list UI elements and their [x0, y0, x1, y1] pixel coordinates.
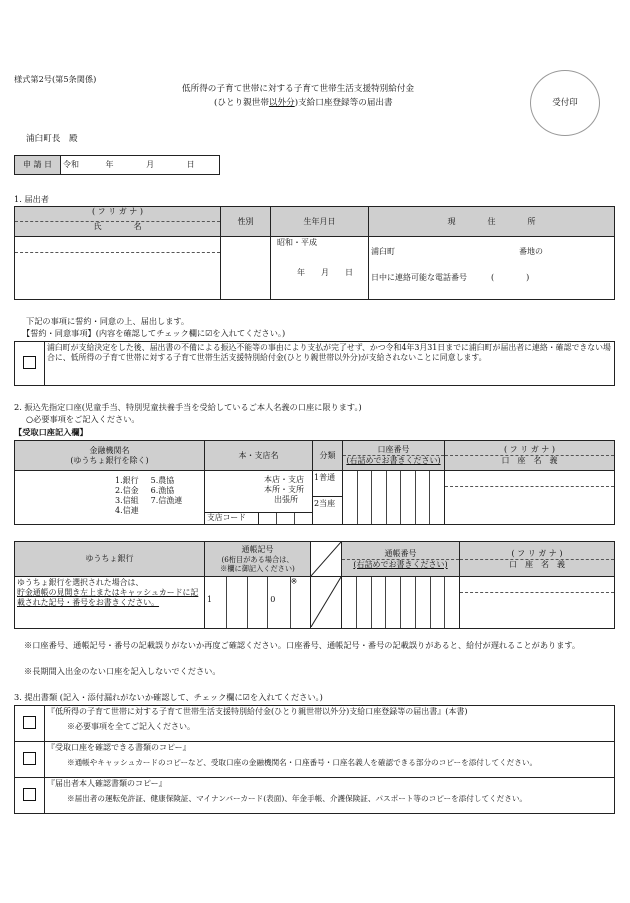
tsucho-kigo-label: 通帳記号 [241, 545, 274, 555]
acct-no-header [343, 441, 445, 471]
doc1-title: 『低所得の子育て世帯に対する子育て世帯生活支援特別給付金(ひとり親世帯以外分)支給口座登録等の届出書』(本書) [47, 707, 468, 716]
tsucho-kigo-input[interactable] [205, 577, 311, 629]
branch-type-2: 本所・支所 [264, 485, 304, 494]
doc1-cell [45, 706, 615, 742]
application-date-table [14, 155, 220, 175]
yucho-holder-furigana-header: ( フ リ ガ ナ ) [511, 548, 563, 558]
bank-name-header-1: 金融機関名 [89, 445, 130, 455]
section3-heading: 3. 提出書類 (記入・添付漏れがないか確認して、チェック欄に☑を入れてください。) [14, 692, 323, 702]
name-input[interactable] [15, 237, 221, 300]
doc3-checkbox[interactable] [23, 788, 36, 801]
title-pre: (ひとり親世帯 [214, 98, 269, 108]
form-title-line1: 低所得の子育て世帯に対する子育て世帯生活支援特別給付金 [182, 84, 415, 94]
doc3-cell [45, 778, 615, 814]
bank-account-table [14, 440, 615, 525]
section1-heading: 1. 届出者 [14, 194, 49, 204]
furigana-header: ( フ リ ガ ナ ) [92, 207, 143, 216]
acct-no-boxes[interactable] [343, 471, 444, 524]
bank-type-5: 5.農協 [150, 476, 175, 485]
acct-type-input[interactable] [313, 471, 343, 525]
name-label: 氏 名 [15, 221, 220, 236]
section2-heading: 2. 振込先指定口座(児童手当、特別児童扶養手当を受給しているご本人名義の口座に限ります。) [14, 402, 362, 412]
tsucho-kigo-header [205, 542, 311, 577]
birth-era-options: 昭和・平成 [277, 238, 317, 247]
phone-label: 日中に連絡可能な電話番号 ( ) [371, 273, 530, 282]
addressee: 浦臼町長 殿 [26, 134, 78, 144]
gender-header: 性別 [221, 207, 271, 237]
holder-header [445, 441, 615, 471]
yucho-header: ゆうちょ銀行 [15, 542, 205, 577]
account-note-1: ※口座番号、通帳記号・番号の記載誤りがないか再度ご確認ください。口座番号、通帳記号・番号の記載誤りがあると、給付が遅れることがあります。 [24, 640, 581, 650]
kigo-first-digit: 1 [205, 577, 227, 628]
tsucho-no-header [342, 542, 460, 577]
doc1-note: ※必要事項を全てご記入ください。 [67, 722, 195, 731]
consent-checkbox[interactable] [23, 356, 36, 369]
bank-name-header-2: (ゆうちょ銀行を除く) [70, 455, 149, 465]
tsucho-no-label: 通帳番号 [384, 548, 417, 558]
doc2-checkbox[interactable] [23, 752, 36, 765]
birthdate-header: 生年月日 [271, 207, 369, 237]
yucho-note-2: 貯金通帳の見開き左上またはキャッシュカードに記載された記号・番号をお書きください。 [17, 588, 199, 608]
bank-name-input[interactable] [15, 471, 205, 525]
type-header: 分類 [313, 441, 343, 471]
doc3-checkbox-cell[interactable] [15, 778, 45, 814]
date-year: 年 [105, 160, 114, 169]
acct-no-input[interactable] [343, 471, 445, 525]
bank-type-4: 4.信連 [115, 506, 139, 515]
yucho-holder-input[interactable] [460, 577, 615, 629]
holder-furigana-input[interactable] [445, 471, 614, 487]
consent-text: 浦臼町が支給決定をした後、届出書の不備による振込不能等の事由により支払が完了せず、かつ令和4年3月31日までに浦臼町が届出者に連絡・確認できない場合に、低所得の子育て世帯に対する子育て世帯生活支援特別給付金(ひとり親世帯以外分)が支給されないことに同意します。 [45, 342, 615, 386]
branch-type-3: 出張所 [274, 495, 298, 504]
branch-header: 本・支店名 [205, 441, 313, 471]
holder-input[interactable] [445, 471, 615, 525]
acct-no-header-label: 口座番号 [377, 445, 410, 454]
applicant-table [14, 206, 615, 300]
doc2-checkbox-cell[interactable] [15, 742, 45, 778]
name-header [15, 207, 221, 237]
doc3-note: ※届出者の運転免許証、健康保険証、マイナンバーカード(表面)、年金手帳、介護保険証、パスポート等のコピーを添付してください。 [67, 794, 528, 803]
consent-heading: 【誓約・同意事項】(内容を確認してチェック欄に☑を入れてください。) [22, 328, 286, 338]
bank-type-1: 1.銀行 [115, 476, 139, 485]
doc2-note: ※通帳やキャッシュカードのコピーなど、受取口座の金融機関名・口座番号・口座名義人を確認できる部分のコピーを添付してください。 [67, 758, 538, 767]
title-underlined: 以外分 [268, 98, 295, 108]
reception-stamp-circle [530, 70, 600, 136]
date-field[interactable] [61, 156, 220, 175]
consent-checkbox-cell[interactable] [15, 342, 45, 386]
tsucho-no-sub: (右詰めでお書きください) [353, 559, 448, 569]
stamp-label: 受付印 [552, 98, 578, 108]
holder-furigana-header: ( フ リ ガ ナ ) [504, 445, 555, 454]
yucho-holder-name-header: 口 座 名 義 [460, 559, 614, 570]
bank-type-6: 6.漁協 [150, 486, 175, 495]
address-input[interactable] [369, 237, 615, 300]
bank-type-2: 2.信金 [115, 486, 139, 495]
section2-note: ○必要事項をご記入ください。 [26, 414, 140, 424]
account-note-2: ※長期間入出金のない口座を記入しないでください。 [24, 666, 221, 676]
doc2-cell [45, 742, 615, 778]
form-number: 様式第2号(第5条関係) [14, 74, 97, 84]
consent-table [14, 341, 615, 386]
kigo-last-digit: 0 [268, 577, 290, 628]
tsucho-kigo-sub2: ※欄に御記入ください) [220, 564, 295, 574]
diagonal-slash-icon-2 [311, 577, 341, 627]
documents-table [14, 705, 615, 814]
yucho-instructions [15, 577, 205, 629]
yucho-holder-header [460, 542, 615, 577]
acct-type-2: 2当座 [314, 499, 336, 508]
yucho-table [14, 541, 615, 629]
form-title-line2 [214, 98, 393, 109]
tsucho-no-input[interactable] [342, 577, 460, 629]
section2-subheading: 【受取口座記入欄】 [14, 427, 88, 437]
kigo-kome-mark: ※ [290, 577, 298, 587]
branch-code-label: 支店コード [205, 513, 259, 524]
bank-type-7: 7.信漁連 [150, 496, 183, 505]
furigana-input[interactable] [15, 237, 220, 253]
gender-input[interactable] [221, 237, 271, 300]
bank-name-header [15, 441, 205, 471]
birthdate-input[interactable] [271, 237, 369, 300]
branch-code-boxes[interactable] [259, 513, 312, 524]
address-town: 浦臼町 [371, 247, 395, 256]
tsucho-kigo-sub1: (6桁目がある場合は、 [221, 555, 294, 565]
consent-intro: 下記の事項に誓約・同意の上、届出します。 [26, 316, 190, 326]
branch-input[interactable] [205, 471, 313, 525]
date-label: 申 請 日 [15, 156, 61, 175]
address-banchi: 番地の [519, 247, 543, 256]
holder-name-header: 口 座 名 義 [445, 455, 614, 466]
slash-cell-header [311, 542, 342, 577]
doc1-checkbox-cell[interactable] [15, 706, 45, 742]
acct-no-sub-text: (右詰めでお書きください) [346, 456, 441, 465]
doc2-title: 『受取口座を確認できる書類のコピー』 [47, 743, 191, 752]
branch-type-1: 本店・支店 [264, 475, 304, 484]
yucho-holder-furigana-input[interactable] [460, 577, 614, 593]
birth-ymd: 年 月 日 [297, 268, 353, 277]
date-month: 月 [146, 160, 155, 169]
bank-type-3: 3.信組 [115, 496, 139, 505]
acct-no-sub [343, 455, 444, 466]
diagonal-slash-icon [311, 542, 341, 576]
yucho-note-1: ゆうちょ銀行を選択された場合は、 [17, 578, 144, 588]
doc3-title: 『届出者本人確認書類のコピー』 [47, 779, 167, 788]
acct-type-1: 1普通 [313, 471, 342, 497]
slash-cell [311, 577, 342, 629]
title-post: )支給口座登録等の届出書 [294, 98, 393, 108]
tsucho-no-boxes[interactable] [342, 577, 459, 628]
address-header: 現 住 所 [369, 207, 615, 237]
date-era: 令和 [63, 160, 79, 169]
date-day: 日 [186, 160, 195, 169]
doc1-checkbox[interactable] [23, 716, 36, 729]
